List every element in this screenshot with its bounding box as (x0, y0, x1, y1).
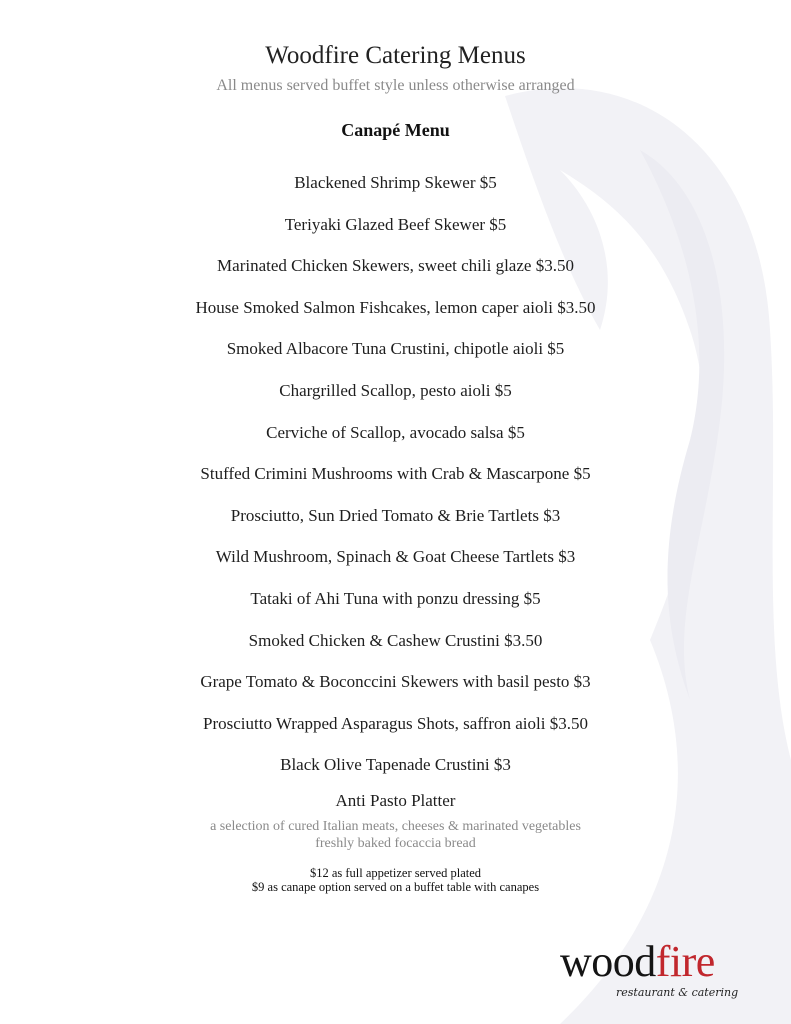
menu-item: Cerviche of Scallop, avocado salsa $5 (266, 422, 525, 442)
menu-item: Prosciutto, Sun Dried Tomato & Brie Tartlets $3 (230, 505, 561, 525)
platter-name: Anti Pasto Platter (335, 791, 456, 810)
menu-item: Grape Tomato & Boconccini Skewers with basil pesto $3 (200, 672, 591, 692)
platter-description-line: freshly baked focaccia bread (315, 836, 476, 851)
platter-description (0, 818, 791, 852)
menu-item: House Smoked Salmon Fishcakes, lemon caper aioli $3.50 (195, 297, 596, 317)
platter-price-line: $9 as canape option served on a buffet table with canapes (251, 880, 540, 894)
page-title: Woodfire Catering Menus (265, 42, 526, 69)
section-title: Canapé Menu (341, 120, 450, 140)
menu-item: Chargrilled Scallop, pesto aioli $5 (279, 380, 512, 400)
menu-item: Marinated Chicken Skewers, sweet chili glaze $3.50 (217, 256, 574, 276)
logo-fire-text: fire (655, 937, 715, 986)
menu-item: Smoked Chicken & Cashew Crustini $3.50 (248, 630, 543, 650)
platter-prices (0, 866, 791, 894)
logo-tagline: restaurant & catering (616, 986, 739, 999)
menu-item: Tataki of Ahi Tuna with ponzu dressing $5 (250, 588, 541, 608)
logo-wood-text: wood (560, 937, 656, 986)
menu-item: Wild Mushroom, Spinach & Goat Cheese Tartlets $3 (215, 547, 576, 567)
menu-item: Prosciutto Wrapped Asparagus Shots, saffron aioli $3.50 (203, 713, 588, 733)
platter-price-line: $12 as full appetizer served plated (309, 866, 482, 880)
page-subtitle: All menus served buffet style unless otherwise arranged (216, 77, 575, 94)
menu-item: Blackened Shrimp Skewer $5 (294, 173, 497, 192)
platter-description-line: a selection of cured Italian meats, cheeses & marinated vegetables (210, 819, 581, 834)
menu-item: Stuffed Crimini Mushrooms with Crab & Mascarpone $5 (200, 464, 591, 484)
menu-item: Black Olive Tapenade Crustini $3 (280, 755, 511, 775)
menu-item: Smoked Albacore Tuna Crustini, chipotle aioli $5 (226, 339, 565, 359)
menu-item: Teriyaki Glazed Beef Skewer $5 (284, 214, 507, 234)
menu-item-list (0, 171, 791, 795)
